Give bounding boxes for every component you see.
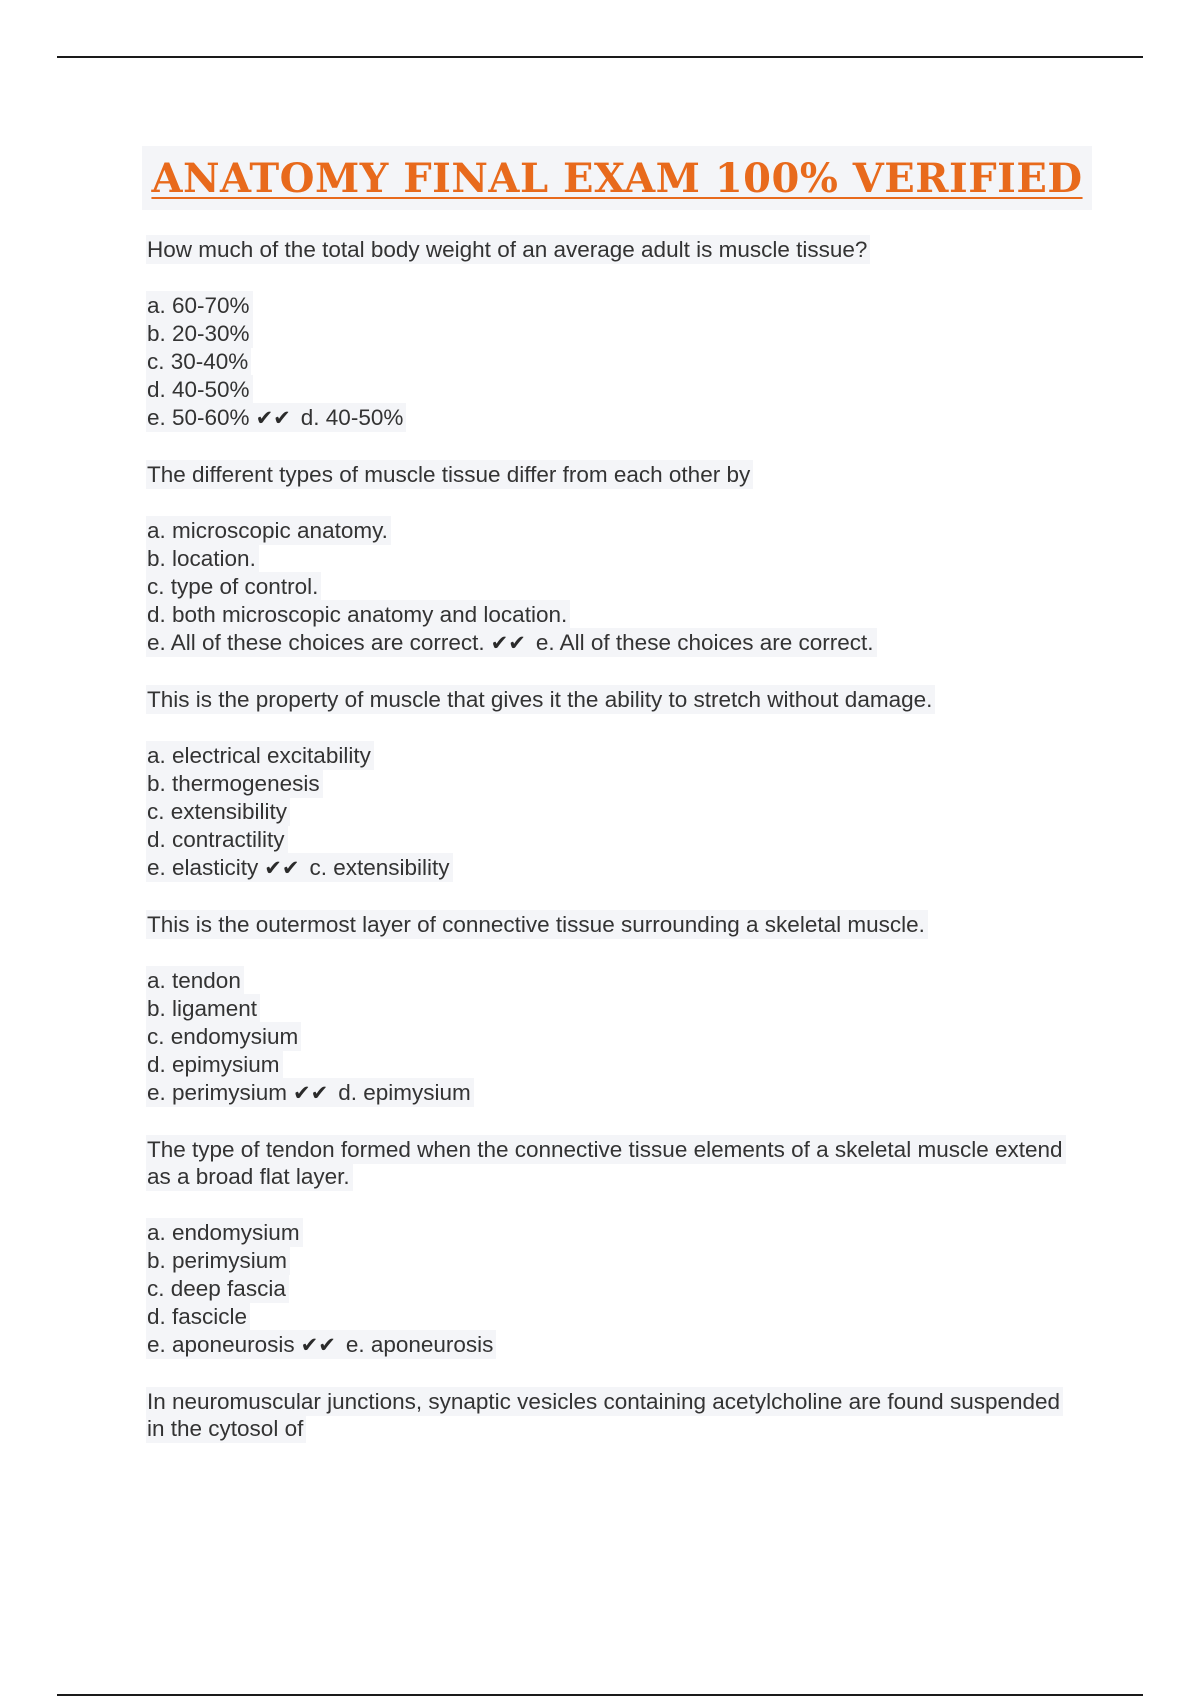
- correct-answer: d. 40-50%: [300, 405, 404, 430]
- option-e-with-answer: e. 50-60% ✔✔ d. 40-50%: [146, 404, 1066, 432]
- option-e-with-answer: e. perimysium ✔✔ d. epimysium: [146, 1079, 1066, 1107]
- question-block: [146, 1388, 1066, 1442]
- option-a: a. tendon: [146, 967, 1066, 995]
- option-a: a. microscopic anatomy.: [146, 517, 1066, 545]
- option-a: a. 60-70%: [146, 292, 1066, 320]
- option-a: a. endomysium: [146, 1219, 1066, 1247]
- answer-options: [146, 967, 1066, 1107]
- option-c: c. extensibility: [146, 798, 1066, 826]
- correct-answer: e. All of these choices are correct.: [535, 630, 874, 655]
- option-e-with-answer: e. All of these choices are correct. ✔✔ e. All of these choices are correct.: [146, 629, 1066, 657]
- option-d: d. fascicle: [146, 1303, 1066, 1331]
- option-e-with-answer: e. aponeurosis ✔✔ e. aponeurosis: [146, 1331, 1066, 1359]
- question-text: How much of the total body weight of an average adult is muscle tissue?: [146, 236, 1066, 263]
- option-d: d. both microscopic anatomy and location.: [146, 601, 1066, 629]
- option-d: d. 40-50%: [146, 376, 1066, 404]
- answer-options: [146, 742, 1066, 882]
- option-c: c. deep fascia: [146, 1275, 1066, 1303]
- correct-answer: d. epimysium: [338, 1080, 471, 1105]
- option-d: d. contractility: [146, 826, 1066, 854]
- question-block: [146, 686, 1066, 882]
- option-a: a. electrical excitability: [146, 742, 1066, 770]
- correct-answer: e. aponeurosis: [345, 1332, 494, 1357]
- check-mark-icon: ✔✔: [300, 1333, 336, 1357]
- question-block: [146, 461, 1066, 657]
- option-b: b. thermogenesis: [146, 770, 1066, 798]
- title-banner: [142, 146, 1092, 210]
- check-mark-icon: ✔✔: [490, 631, 526, 655]
- option-b: b. location.: [146, 545, 1066, 573]
- option-c: c. 30-40%: [146, 348, 1066, 376]
- option-b: b. 20-30%: [146, 320, 1066, 348]
- option-c: c. endomysium: [146, 1023, 1066, 1051]
- question-text: In neuromuscular junctions, synaptic vesicles containing acetylcholine are found suspended in the cytosol of: [146, 1388, 1066, 1442]
- option-b: b. perimysium: [146, 1247, 1066, 1275]
- check-mark-icon: ✔✔: [255, 406, 291, 430]
- bottom-rule: [57, 1694, 1143, 1696]
- answer-options: [146, 1219, 1066, 1359]
- question-text: The different types of muscle tissue differ from each other by: [146, 461, 1066, 488]
- question-block: [146, 1136, 1066, 1359]
- question-list: [146, 236, 1066, 1471]
- option-b: b. ligament: [146, 995, 1066, 1023]
- top-rule: [57, 56, 1143, 58]
- correct-answer: c. extensibility: [309, 855, 450, 880]
- question-block: [146, 236, 1066, 432]
- question-text: The type of tendon formed when the connective tissue elements of a skeletal muscle extend as a broad flat layer.: [146, 1136, 1066, 1190]
- question-block: [146, 911, 1066, 1107]
- check-mark-icon: ✔✔: [293, 1081, 329, 1105]
- answer-options: [146, 517, 1066, 657]
- page-title: ANATOMY FINAL EXAM 100% VERIFIED: [151, 154, 1083, 202]
- check-mark-icon: ✔✔: [264, 856, 300, 880]
- question-text: This is the property of muscle that gives it the ability to stretch without damage.: [146, 686, 1066, 713]
- option-d: d. epimysium: [146, 1051, 1066, 1079]
- question-text: This is the outermost layer of connective tissue surrounding a skeletal muscle.: [146, 911, 1066, 938]
- option-e-with-answer: e. elasticity ✔✔ c. extensibility: [146, 854, 1066, 882]
- option-c: c. type of control.: [146, 573, 1066, 601]
- answer-options: [146, 292, 1066, 432]
